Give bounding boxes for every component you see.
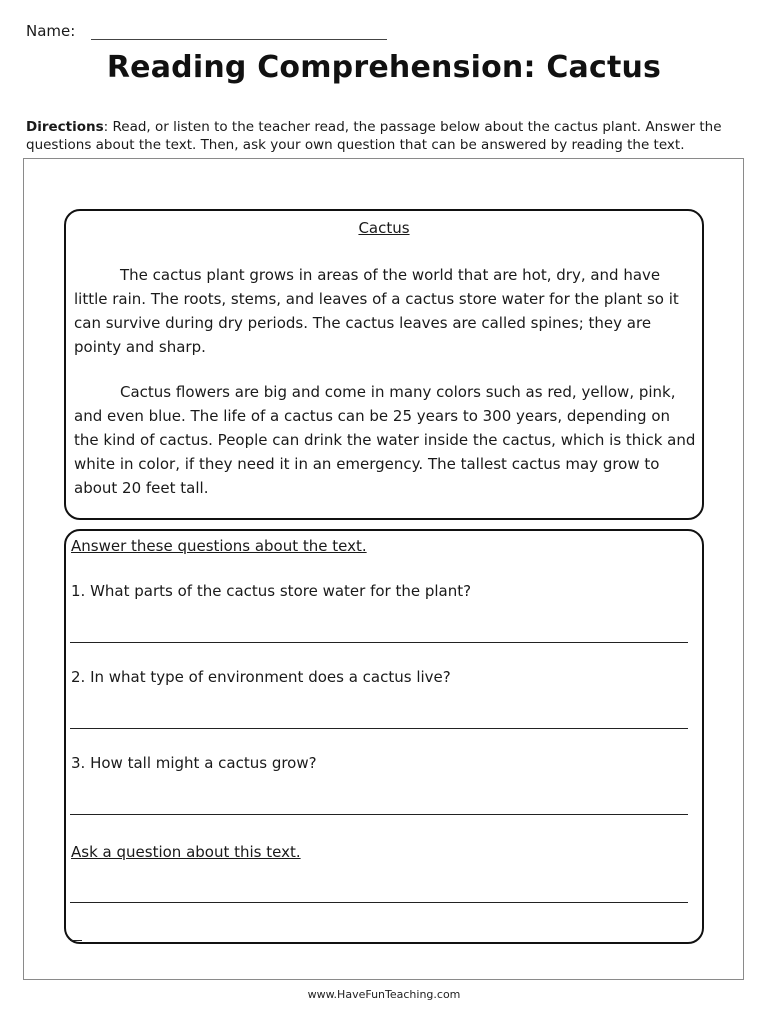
passage-paragraph-2: Cactus flowers are big and come in many colors such as red, yellow, pink, and even blue. The life of a cactus can be 25 years to 300 years, depending on the kind of cactus. People can drink the water inside the cactus, which is thick and white in color, if they need it in an emergency. The tallest cactus may grow to about 20 feet tall. [74, 383, 696, 497]
directions [26, 118, 746, 154]
name-row [26, 22, 387, 40]
answer-line-4[interactable] [70, 902, 688, 903]
footer-site: www.HaveFunTeaching.com [307, 988, 461, 1001]
name-label: Name: [26, 22, 76, 40]
answer-line-1[interactable] [70, 642, 688, 643]
page-title: Reading Comprehension: Cactus [106, 50, 662, 85]
ask-question-heading: Ask a question about this text. [71, 843, 301, 861]
question-3: 3. How tall might a cactus grow? [71, 754, 317, 772]
answer-line-2[interactable] [70, 728, 688, 729]
passage-title: Cactus [358, 219, 410, 237]
passage-paragraph-1: The cactus plant grows in areas of the world that are hot, dry, and have little rain. The roots, stems, and leaves of a cactus store water for the plant so it can survive during dry periods. The cactus leaves are called spines; they are pointy and sharp. [74, 266, 679, 356]
directions-label: Directions [26, 119, 104, 135]
directions-text: : Read, or listen to the teacher read, the passage below about the cactus plant. Answer the questions about the text. Then, ask your own question that can be answered by reading the text. [26, 119, 722, 153]
answer-line-5[interactable] [70, 940, 82, 941]
name-line[interactable] [91, 25, 387, 40]
questions-heading: Answer these questions about the text. [71, 537, 367, 555]
question-2: 2. In what type of environment does a cactus live? [71, 668, 451, 686]
answer-line-3[interactable] [70, 814, 688, 815]
question-1: 1. What parts of the cactus store water for the plant? [71, 582, 472, 600]
